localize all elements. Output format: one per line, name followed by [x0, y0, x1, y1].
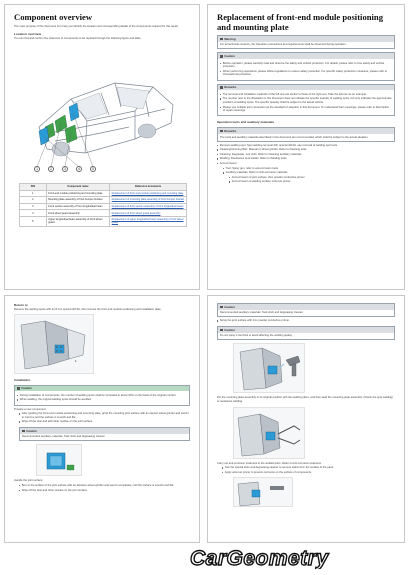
remarks-icon [220, 86, 223, 89]
list-item: Remove welding spot: Spot welding removal drill, special drill bit, see removal of welding spot tools [217, 144, 395, 148]
list-item: When welding, the original welding spots should be avoided. [17, 398, 187, 402]
remarks-label: Remarks [224, 85, 237, 90]
cargeometry-watermark-logo [190, 547, 405, 569]
table-header: Reference documents [110, 184, 187, 191]
step-4-text: Put the mounting plate assembly to its original position with the welding pliers, and then weld the mounting plate assembly. (Check the spot welding) to resistance welding. [217, 396, 393, 403]
table-row [20, 203, 187, 210]
table-header: Component name [46, 184, 109, 191]
remarks-icon [220, 130, 223, 133]
caution-icon [220, 55, 223, 58]
reference-link[interactable]: Replacement of front-end module positioning and mounting plate [111, 191, 184, 195]
step-2-text: Prepare a new component: [14, 407, 47, 411]
caution-box [217, 52, 395, 80]
remarks-label: Remarks [224, 129, 237, 134]
list-item: Cleaning: Degreaser, rust cloth. Refer to Cleaning auxiliary materials [217, 153, 395, 157]
reference-link[interactable]: Replacement of front section assembly of front longitudinal beam [111, 204, 184, 208]
table-row [20, 216, 187, 226]
illustration-callout: 1 [75, 358, 77, 363]
table-cell-name: Front section assembly of front longitudinal beam [46, 203, 109, 210]
removal-illustration [14, 314, 94, 374]
caution-text: Do not spray it too thick to avoid affecting the welding quality. [220, 334, 293, 338]
caution-box [14, 385, 190, 406]
caution-box-materials [19, 427, 190, 441]
table-header-row [20, 184, 187, 191]
list-item: Auxiliary materials: Refer to Anti-corrosion materials [223, 171, 395, 175]
table-cell-sn: 5 [20, 216, 47, 226]
caution-icon [17, 387, 20, 390]
list-item: Anti-corrosion of welding surface: Anti-rust primer [229, 180, 395, 184]
list-item: During installation of components, the number of welding spots shall be increased to about 30% on the basis of the original number. [17, 394, 187, 398]
caution-label: Caution [224, 327, 235, 332]
tools-heading: Operation tools and auxiliary materials [217, 120, 275, 125]
step-5-text: Carry out anti-corrosion treatment to the welded parts. Refer to Anti-corrosion treatment. [217, 461, 322, 465]
remarks-box [217, 84, 395, 117]
welding-pliers-icon [234, 408, 306, 460]
list-item: After grinding the front-end module positioning and mounting plate, grind the mounting joint surface with an electric wheel grinder and sand it to improve and the surface is smooth and flat. [19, 412, 190, 419]
logo-icon [190, 547, 405, 569]
caution-label: Caution [224, 304, 235, 309]
list-item: Cleaning/trimming fitter: Manual or wheel grinder. Refer to Cleaning tools [217, 148, 395, 152]
watermark-text: CarGeometry [190, 547, 329, 569]
list-item: Before operation, please carefully read and observe the safety and vehicle protection. For details, please refer to Use safety and vehicle protection. [220, 62, 392, 69]
vehicle-frame-icon [25, 57, 181, 175]
table-row [20, 210, 187, 217]
list-item: Please use multiple joint connection as the standard of selection in this document. To understand their meanings, please refer to Description of repair meanings. [220, 106, 392, 113]
table-cell-sn: 3 [20, 203, 47, 210]
step-1-text: Remove the welding spots with an 8 mm special drill bit, then remove the front-end module positioning and installation plate. [14, 308, 162, 311]
remarks-text: The tools and auxiliary materials described in this document are recommended, which shall be subject to the actual situation. [220, 135, 369, 139]
spray-gun-icon [234, 344, 306, 394]
table-cell-name: Mounting plate assembly of front bumper bracket [46, 197, 109, 204]
frame-removal-icon [15, 315, 95, 375]
callout-5: 5 [90, 166, 96, 172]
document-page-welding-anticorrosion [207, 295, 405, 543]
reference-link[interactable]: Replacement of upper longitudinal beam assembly of front wheel guard [111, 218, 184, 225]
table-header: S/N [20, 184, 47, 191]
list-item: The number next to the illustration in this document does not indicate the specific quantity of welding spots, but only indicates the approximate positions of welding spots. The specific quantity shall be subject to the actual vehicle. [220, 97, 392, 104]
tools-list [217, 144, 395, 184]
new-component-illustration [36, 444, 82, 476]
table-cell-name: Front wheel guard assembly [46, 210, 109, 217]
list-item: The removal and installation methods of the left one are similar to those of the right one. Take the left one as an example. [220, 93, 392, 97]
location-heading: Location overview [14, 31, 41, 36]
primer-application-icon [234, 478, 294, 508]
anticorrosion-illustration [233, 477, 293, 507]
remarks-box-tools [217, 127, 395, 141]
warning-icon [220, 38, 223, 41]
table-cell-name: Front-end module positioning and mounting plate [46, 190, 109, 197]
reference-link[interactable]: Replacement of front wheel guard assembly [111, 211, 161, 215]
callout-4: 4 [76, 166, 82, 172]
list-item: Anti-corrosion of joint surface: Zinc powder conductive primer [229, 176, 395, 180]
list-item: Apply anti-rust primer to prevent corrosion on the surface of components. [222, 471, 395, 475]
page-title: Replacement of front-end module positioning and mounting plate [217, 12, 383, 32]
installation-heading: Installation [14, 377, 31, 382]
step-3-text: Handle the joint surface: [14, 479, 43, 483]
list-item: Anti-corrosion: [217, 162, 395, 166]
mounting-plate-icon [37, 445, 83, 477]
caution-icon [220, 306, 223, 309]
caution-label: Caution [224, 54, 235, 59]
list-item: Spray the joint surface with zinc powder conductive primer. [217, 319, 395, 323]
return-heading: Return to [14, 303, 28, 307]
table-cell-sn: 2 [20, 197, 47, 204]
location-text: You can find and confirm the reference of components to be repaired through the following figure and table. [14, 36, 142, 40]
list-item: When performing operations, please follow regulations to ensure safety protection. For specific safety protection measures, please refer to Occupational protection. [220, 70, 392, 77]
document-page-replacement-procedure [207, 4, 405, 290]
callout-2: 2 [48, 166, 54, 172]
callout-1: 1 [34, 166, 40, 172]
caution-text: Recommended auxiliary materials: Tack cloth and degreasing cleaner. [22, 435, 106, 439]
caution-box-spray [217, 326, 395, 340]
list-item: Burr to the surface of the joint surface with an abrasive wheel grinder and sand it completely, until the surface is smooth and flat. [19, 484, 190, 488]
list-item: Welding: Resistance spot welder. Refer to Welding tools [217, 157, 395, 161]
list-item: Wipe off the dust and add other residue on the joint surface. [19, 420, 190, 424]
caution-box [217, 303, 395, 317]
table-cell-sn: 1 [20, 190, 47, 197]
component-reference-table [19, 183, 187, 227]
vehicle-body-illustration [25, 57, 181, 175]
document-page-component-overview [4, 4, 200, 290]
list-item: Wipe off the dust and other residue on the joint surface. [19, 489, 190, 493]
table-row [20, 197, 187, 204]
warning-label: Warning [224, 36, 236, 41]
caution-label: Caution [21, 386, 32, 391]
intro-text: The main purpose of this document is to help you identify the location and corresponding details of the components required for this repair. [14, 25, 179, 28]
warning-box [217, 35, 395, 49]
warning-text: For all technical contents, the Operation precautions and requirements shall be observed during operation. [220, 43, 347, 47]
caution-icon [220, 329, 223, 332]
table-row [20, 190, 187, 197]
caution-text: Recommended auxiliary materials: Tack cloth and degreasing cleaner. [220, 311, 304, 315]
table-cell-name: Upper longitudinal beam assembly of front wheel guard [46, 216, 109, 226]
list-item: Tool: Spray gun, refer to anti-corrosion tools [223, 167, 395, 171]
page-title: Component overview [14, 12, 93, 22]
caution-label: Caution [26, 428, 37, 433]
list-item: Use the special tools and degreasing cleaner to remove stains from the surface of the parts. [222, 466, 395, 470]
table-cell-sn: 4 [20, 210, 47, 217]
callout-3: 3 [62, 166, 68, 172]
document-page-removal-installation [4, 295, 200, 543]
welding-illustration [233, 407, 305, 459]
reference-link[interactable]: Replacement of mounting plate assembly of front bumper bracket [111, 198, 185, 202]
caution-icon [22, 430, 25, 433]
spray-illustration [233, 343, 305, 393]
